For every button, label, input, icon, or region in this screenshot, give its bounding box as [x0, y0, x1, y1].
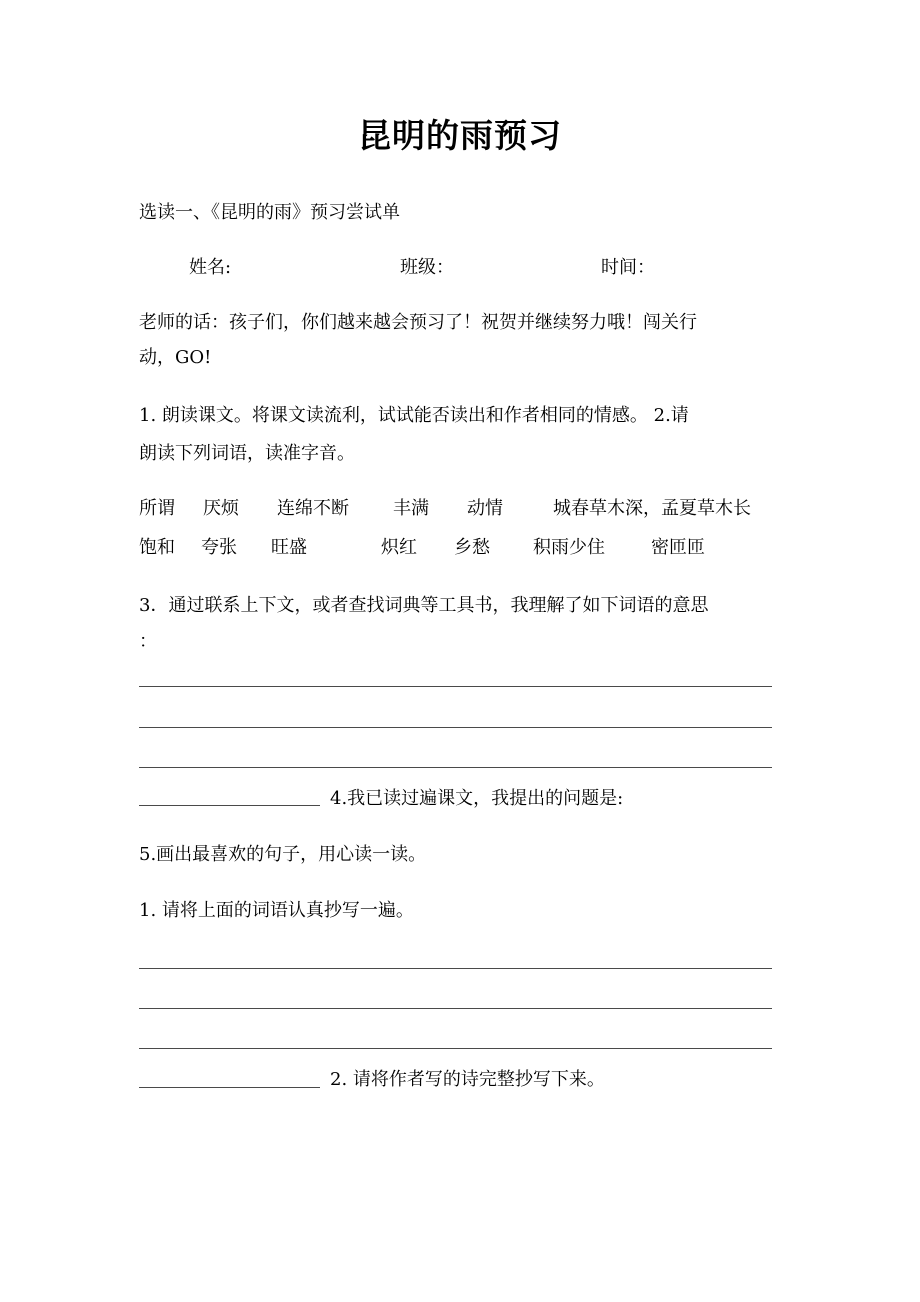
answer-line[interactable]: [139, 1008, 772, 1009]
vocab-word: 积雨少住: [533, 537, 605, 558]
question-3-line-2: ：: [139, 631, 157, 652]
page-title: 昆明的雨预习: [358, 116, 562, 155]
question-1-line-2: 朗读下列词语，读准字音。: [139, 443, 355, 464]
task-2: 2. 请将作者写的诗完整抄写下来。: [330, 1069, 605, 1090]
vocab-word: 饱和: [139, 537, 175, 558]
vocab-word: 夸张: [201, 537, 237, 558]
time-label: 时间：: [601, 257, 655, 278]
question-4: 4.我已读过遍课文，我提出的问题是:: [330, 788, 624, 809]
vocab-word: 乡愁: [454, 537, 490, 558]
task-1: 1. 请将上面的词语认真抄写一遍。: [139, 900, 414, 921]
question-1-line-1: 1. 朗读课文。将课文读流利，试试能否读出和作者相同的情感。 2.请: [139, 405, 689, 426]
question-3-line-1: 3．通过联系上下文，或者查找词典等工具书，我理解了如下词语的意思: [139, 595, 709, 616]
name-label: 姓名:: [189, 257, 232, 278]
vocab-word: 动情: [467, 498, 503, 519]
vocab-word: 厌烦: [203, 498, 239, 519]
class-label: 班级：: [400, 257, 454, 278]
vocab-word: 连绵不断: [277, 498, 349, 519]
answer-line[interactable]: [139, 1048, 772, 1049]
teacher-note-line-2: 动，GO!: [139, 347, 212, 368]
vocab-phrase: 城春草木深，孟夏草木长: [553, 498, 751, 519]
short-answer-line[interactable]: [139, 1087, 320, 1088]
vocab-word: 所谓: [139, 498, 175, 519]
vocab-word: 旺盛: [271, 537, 307, 558]
question-5: 5.画出最喜欢的句子，用心读一读。: [139, 844, 427, 865]
subtitle: 选读一、《昆明的雨》预习尝试单: [139, 202, 400, 223]
answer-line[interactable]: [139, 767, 772, 768]
answer-line[interactable]: [139, 727, 772, 728]
answer-line[interactable]: [139, 968, 772, 969]
short-answer-line[interactable]: [139, 805, 320, 806]
vocab-word: 密匝匝: [651, 537, 705, 558]
answer-line[interactable]: [139, 686, 772, 687]
vocab-word: 丰满: [393, 498, 429, 519]
teacher-note-line-1: 老师的话：孩子们，你们越来越会预习了！祝贺并继续努力哦！闯关行: [139, 312, 697, 333]
vocab-word: 炽红: [381, 537, 417, 558]
